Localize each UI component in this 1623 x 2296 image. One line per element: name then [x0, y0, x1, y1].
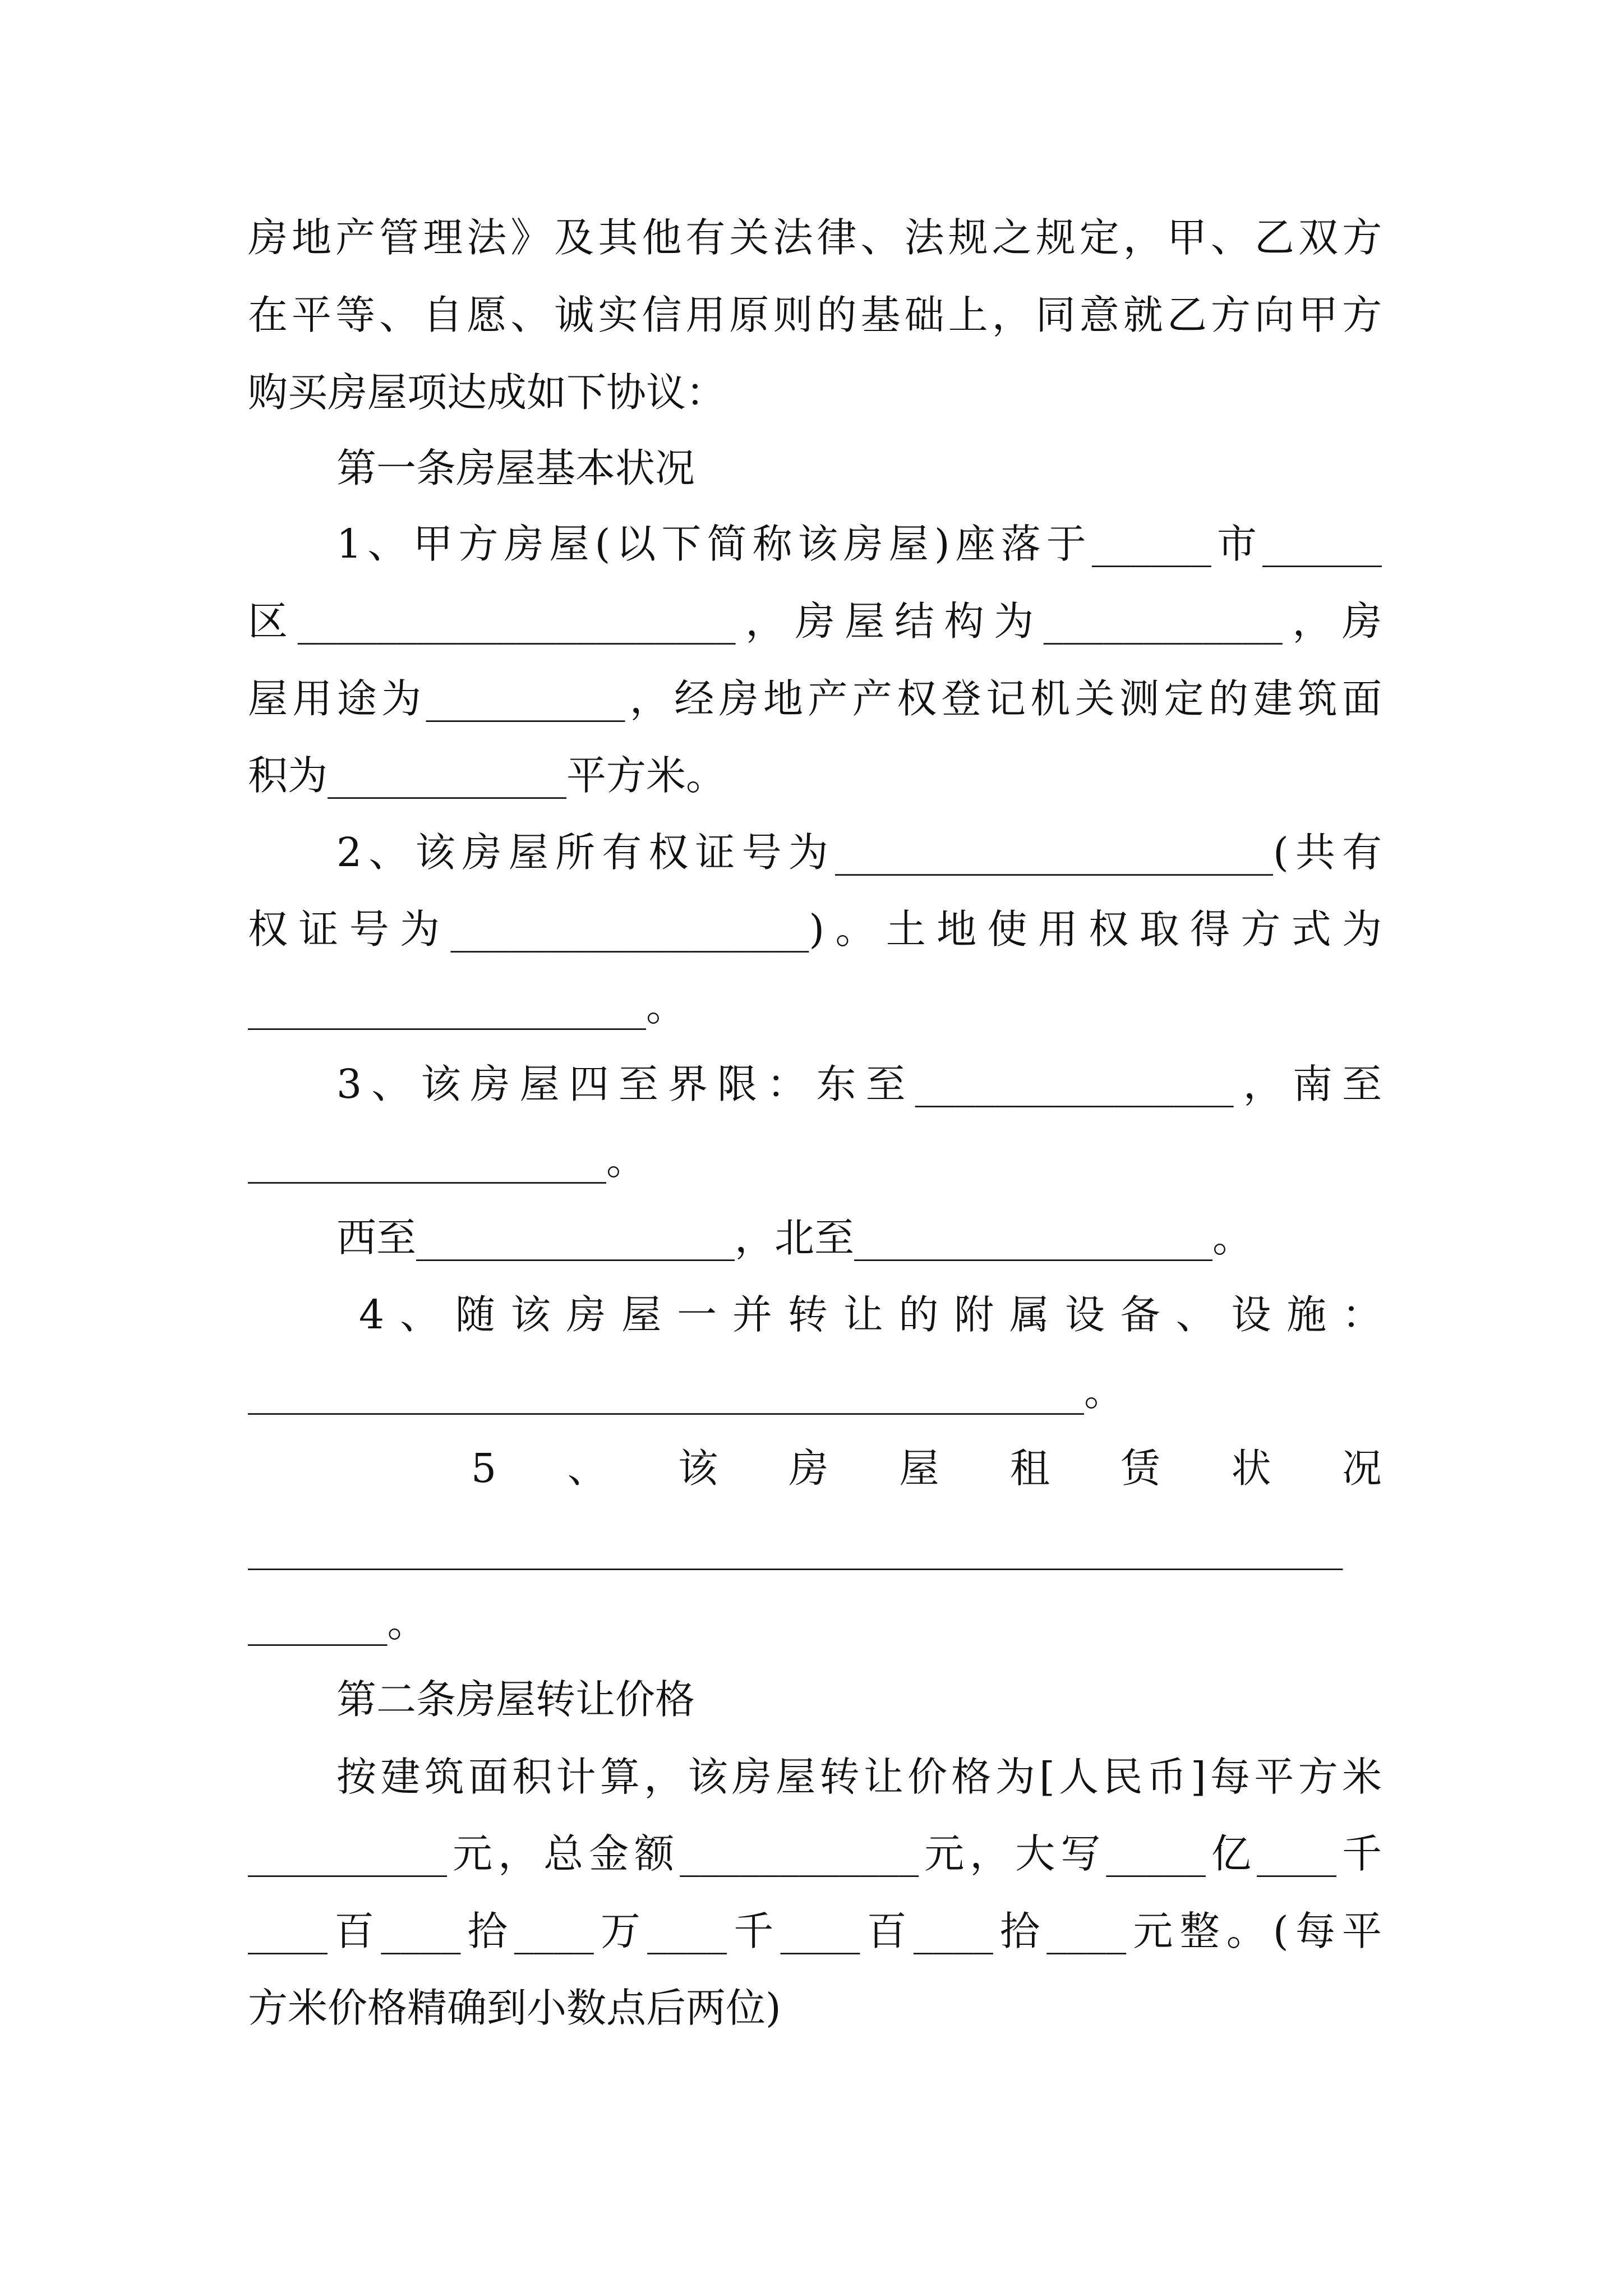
- paragraph-line: 区______________________，房屋结构为____________，房: [248, 598, 1382, 645]
- paragraph-line: 西至________________，北至__________________。: [336, 1214, 1253, 1261]
- spread-char: 况: [1341, 1445, 1382, 1492]
- paragraph-line: 屋用途为__________，经房地产产权登记机关测定的建筑面: [248, 675, 1382, 722]
- section-heading-2: 第二条房屋转让价格: [336, 1676, 695, 1723]
- spread-char: 屋: [899, 1445, 939, 1492]
- paragraph-line: 方米价格精确到小数点后两位): [248, 1985, 781, 2031]
- spread-char: 租: [1009, 1445, 1050, 1492]
- spread-char: 5: [471, 1445, 497, 1492]
- paragraph-line: 权证号为__________________)。土地使用权取得方式为: [248, 906, 1382, 953]
- paragraph-line: __________________________________________。: [248, 1368, 1124, 1415]
- paragraph-line: 1、甲方房屋(以下简称该房屋)座落于______市______: [336, 521, 1382, 567]
- paragraph-line: 3、该房屋四至界限：东至________________，南至: [336, 1061, 1382, 1107]
- paragraph-line: 购买房屋项达成如下协议：: [248, 369, 726, 416]
- spread-char: 赁: [1121, 1445, 1161, 1492]
- spread-line: [471, 1441, 1382, 1497]
- paragraph-line: __________元，总金额____________元，大写_____亿____千: [248, 1830, 1382, 1877]
- paragraph-line: 按建筑面积计算，该房屋转让价格为[人民币]每平方米: [336, 1754, 1382, 1800]
- paragraph-line: _______________________________________________________: [248, 1524, 1343, 1570]
- section-heading-1: 第一条房屋基本状况: [336, 445, 695, 491]
- paragraph-line: 2、该房屋所有权证号为______________________(共有: [336, 829, 1382, 876]
- spread-char: 状: [1231, 1445, 1271, 1492]
- paragraph-line: 4、随该房屋一并转让的附属设备、设施：: [359, 1291, 1382, 1338]
- paragraph-line: 在平等、自愿、诚实信用原则的基础上，同意就乙方向甲方: [248, 292, 1382, 338]
- paragraph-line: 积为____________平方米。: [248, 752, 726, 799]
- paragraph-line: 房地产管理法》及其他有关法律、法规之规定，甲、乙双方: [248, 214, 1382, 261]
- spread-char: 、: [567, 1445, 607, 1492]
- spread-char: 房: [789, 1445, 829, 1492]
- paragraph-line: __________________。: [248, 1137, 647, 1184]
- paragraph-line: ____________________。: [248, 983, 686, 1030]
- spread-char: 该: [677, 1445, 718, 1492]
- paragraph-line: _______。: [248, 1599, 427, 1646]
- paragraph-line: ____百____拾____万____千____百____拾____元整。(每平: [248, 1908, 1382, 1954]
